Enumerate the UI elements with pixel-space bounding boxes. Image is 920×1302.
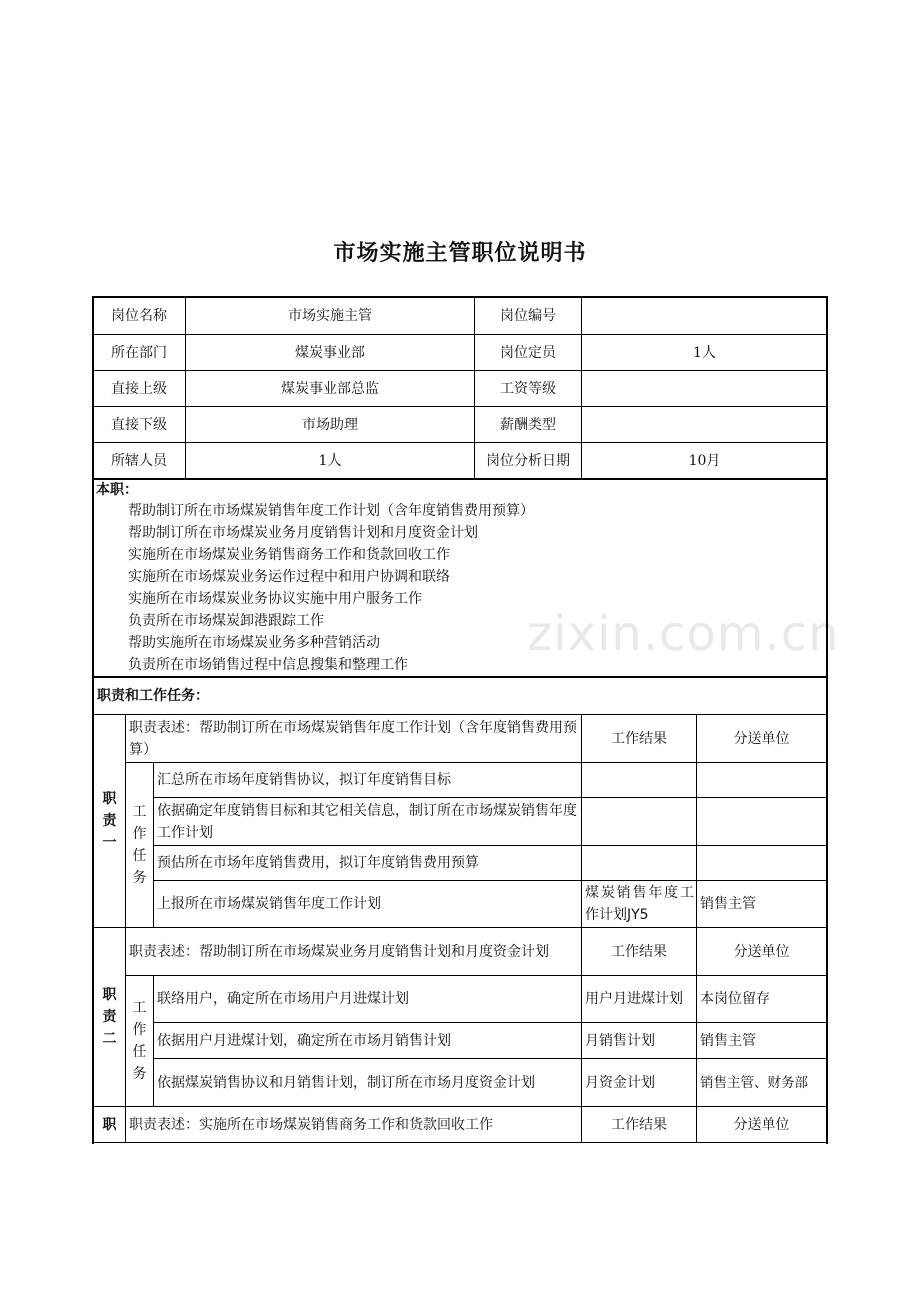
duty-2-dest-2: 销售主管 (696, 1022, 828, 1059)
work-task-char: 工 (132, 804, 147, 820)
watermark: zixin.com.cn (527, 606, 840, 662)
duty-3-label-char: 职 (102, 1116, 117, 1133)
value-salary-grade (581, 370, 828, 407)
duty-1-dest-4: 销售主管 (696, 880, 828, 928)
label-headcount: 岗位定员 (474, 334, 582, 371)
label-direct-subordinate: 直接下级 (92, 406, 186, 443)
duty-2-work-task-label (125, 975, 154, 1107)
duty-1-result-4: 煤炭销售年度工作计划JY5 (581, 880, 697, 928)
work-task-char: 工 (132, 1000, 147, 1016)
duty-2-dest-1: 本岗位留存 (696, 975, 828, 1023)
work-task-char: 作 (132, 1022, 147, 1038)
duty-1-result-3 (581, 845, 697, 881)
main-duty-item: 实施所在市场煤炭业务运作过程中和用户协调和联络 (128, 569, 450, 585)
duty-1-result-2 (581, 797, 697, 846)
value-direct-subordinate: 市场助理 (185, 406, 475, 443)
duty-2-result-2: 月销售计划 (581, 1022, 697, 1059)
label-analysis-date: 岗位分析日期 (474, 442, 582, 479)
duty-2-label-char: 责 (102, 1009, 117, 1025)
duty-3-dest-header: 分送单位 (696, 1106, 828, 1143)
duty-1-task-2: 依据确定年度销售目标和其它相关信息，制订所在市场煤炭销售年度工作计划 (153, 797, 582, 846)
duty-1-task-1: 汇总所在市场年度销售协议，拟订年度销售目标 (153, 762, 582, 798)
label-salary-grade: 工资等级 (474, 370, 582, 407)
duty-2-task-1: 联络用户，确定所在市场用户月进煤计划 (153, 975, 582, 1023)
duty-3-result-header: 工作结果 (581, 1106, 697, 1143)
main-duty-item: 实施所在市场煤炭业务销售商务工作和货款回收工作 (128, 547, 450, 563)
duty-1-label-char: 职 (102, 791, 117, 807)
work-task-char: 任 (132, 848, 147, 864)
duty-1-dest-3 (696, 845, 828, 881)
duty-2-dest-3: 销售主管、财务部 (696, 1058, 828, 1107)
work-task-char: 作 (132, 826, 147, 842)
value-pay-type (581, 406, 828, 443)
value-headcount: 1人 (581, 334, 828, 371)
duty-2-result-3: 月资金计划 (581, 1058, 697, 1107)
value-analysis-date: 10月 (581, 442, 828, 479)
main-duty-item: 帮助制订所在市场煤炭销售年度工作计划（含年度销售费用预算） (128, 503, 534, 519)
label-position-code: 岗位编号 (474, 296, 582, 335)
duty-2-dest-header: 分送单位 (696, 927, 828, 976)
duty-2-task-2: 依据用户月进煤计划，确定所在市场月销售计划 (153, 1022, 582, 1059)
duty-1-task-3: 预估所在市场年度销售费用，拟订年度销售费用预算 (153, 845, 582, 881)
main-duties-section (92, 478, 828, 678)
main-duty-item: 负责所在市场销售过程中信息搜集和整理工作 (128, 657, 408, 673)
duty-3-label (92, 1106, 126, 1143)
duty-1-label-char: 责 (102, 813, 117, 829)
duty-1-label (92, 714, 126, 928)
page-title: 市场实施主管职位说明书 (333, 241, 587, 266)
value-position-code (581, 296, 828, 335)
label-staff: 所辖人员 (92, 442, 186, 479)
value-department: 煤炭事业部 (185, 334, 475, 371)
duty-1-work-task-label (125, 762, 154, 928)
duty-1-dest-header: 分送单位 (696, 714, 828, 763)
duty-2-label-char: 职 (102, 987, 117, 1003)
work-task-char: 务 (132, 1066, 147, 1082)
duty-2-label (92, 927, 126, 1107)
duty-2-description: 职责表述：帮助制订所在市场煤炭业务月度销售计划和月度资金计划 (125, 927, 582, 976)
duty-1-description: 职责表述：帮助制订所在市场煤炭销售年度工作计划（含年度销售费用预算） (125, 714, 582, 763)
duty-2-result-1: 用户月进煤计划 (581, 975, 697, 1023)
label-position-name: 岗位名称 (92, 296, 186, 335)
duty-1-dest-1 (696, 762, 828, 798)
value-position-name: 市场实施主管 (185, 296, 475, 335)
tasks-heading: 职责和工作任务： (92, 677, 828, 715)
duty-1-result-1 (581, 762, 697, 798)
work-task-char: 务 (132, 870, 147, 886)
main-duty-item: 帮助制订所在市场煤炭业务月度销售计划和月度资金计划 (128, 525, 478, 541)
main-duties-heading: 本职： (96, 482, 138, 498)
work-task-char: 任 (132, 1044, 147, 1060)
main-duty-item: 负责所在市场煤炭卸港跟踪工作 (128, 613, 324, 629)
value-direct-superior: 煤炭事业部总监 (185, 370, 475, 407)
duty-1-task-4: 上报所在市场煤炭销售年度工作计划 (153, 880, 582, 928)
duty-1-dest-2 (696, 797, 828, 846)
value-staff: 1人 (185, 442, 475, 479)
label-department: 所在部门 (92, 334, 186, 371)
duty-2-label-char: 二 (102, 1031, 117, 1047)
label-pay-type: 薪酬类型 (474, 406, 582, 443)
duty-1-result-header: 工作结果 (581, 714, 697, 763)
duty-3-description: 职责表述：实施所在市场煤炭销售商务工作和货款回收工作 (125, 1106, 582, 1143)
main-duty-item: 帮助实施所在市场煤炭业务多种营销活动 (128, 635, 380, 651)
main-duty-item: 实施所在市场煤炭业务协议实施中用户服务工作 (128, 591, 422, 607)
duty-2-task-3: 依据煤炭销售协议和月销售计划，制订所在市场月度资金计划 (153, 1058, 582, 1107)
label-direct-superior: 直接上级 (92, 370, 186, 407)
duty-1-label-char: 一 (102, 835, 117, 851)
duty-2-result-header: 工作结果 (581, 927, 697, 976)
